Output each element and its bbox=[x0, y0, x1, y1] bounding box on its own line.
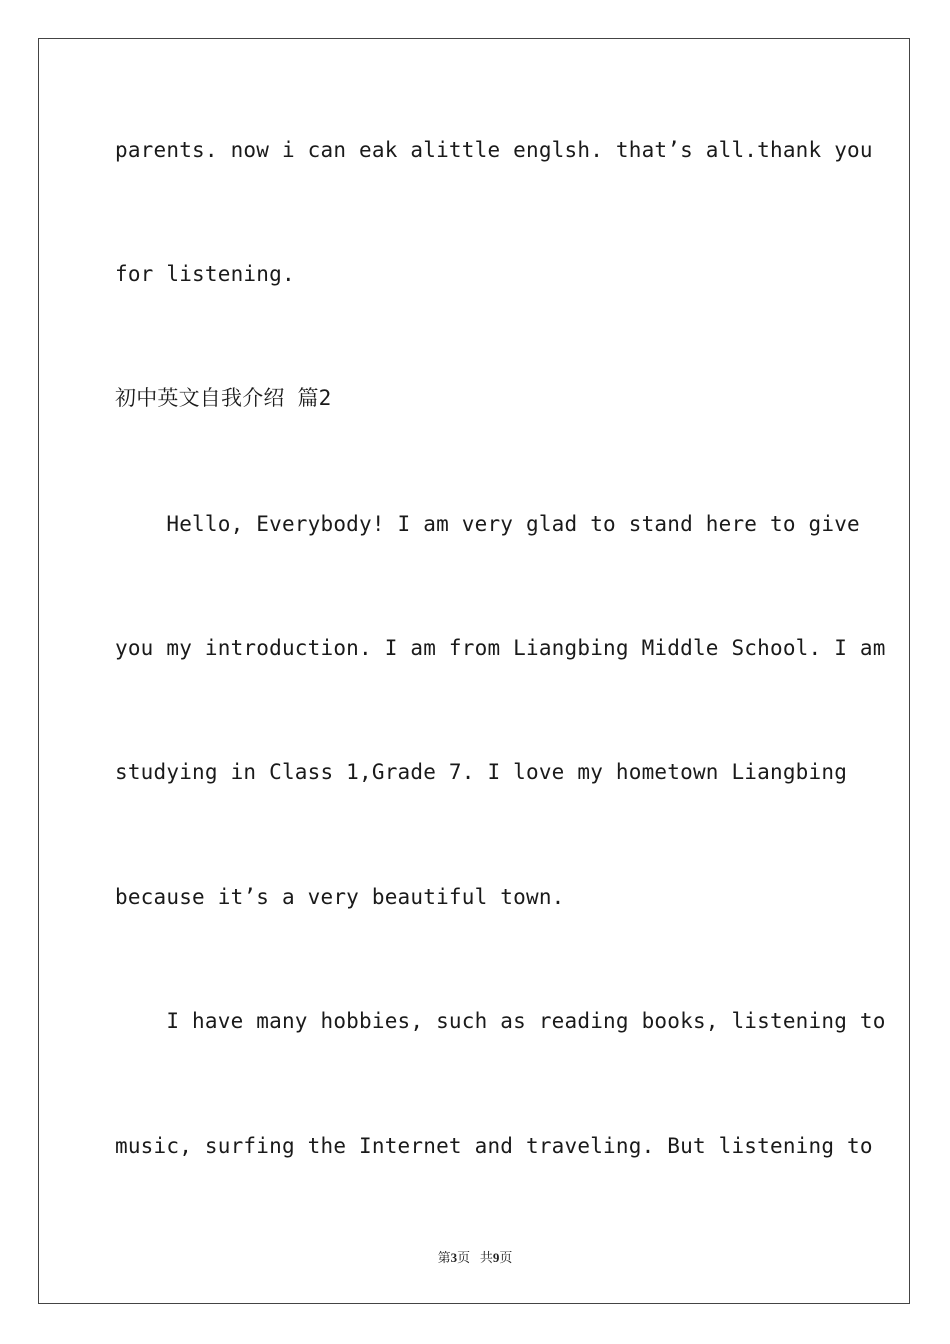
page-border bbox=[38, 38, 910, 1304]
section-heading: 初中英文自我介绍 篇2 bbox=[115, 386, 332, 410]
page-footer bbox=[0, 1247, 950, 1266]
text-line: music, surfing the Internet and traveling. But listening to bbox=[115, 1134, 873, 1158]
text-line: parents. now i can eak alittle englsh. that’s all.thank you bbox=[115, 138, 873, 162]
text-line: because it’s a very beautiful town. bbox=[115, 885, 565, 909]
text-line: Hello, Everybody! I am very glad to stand here to give bbox=[115, 512, 860, 536]
text-line: for listening. bbox=[115, 262, 295, 286]
total-prefix: 共 bbox=[479, 1250, 493, 1265]
text-line: you my introduction. I am from Liangbing Middle School. I am bbox=[115, 636, 886, 660]
total-suffix: 页 bbox=[499, 1250, 513, 1265]
page-current: 3 bbox=[450, 1250, 458, 1265]
page-suffix: 页 bbox=[457, 1250, 471, 1265]
page-total: 9 bbox=[492, 1250, 500, 1265]
text-line: I have many hobbies, such as reading books, listening to bbox=[115, 1009, 886, 1033]
page-prefix: 第 bbox=[437, 1250, 451, 1265]
text-line: studying in Class 1,Grade 7. I love my hometown Liangbing bbox=[115, 760, 848, 784]
